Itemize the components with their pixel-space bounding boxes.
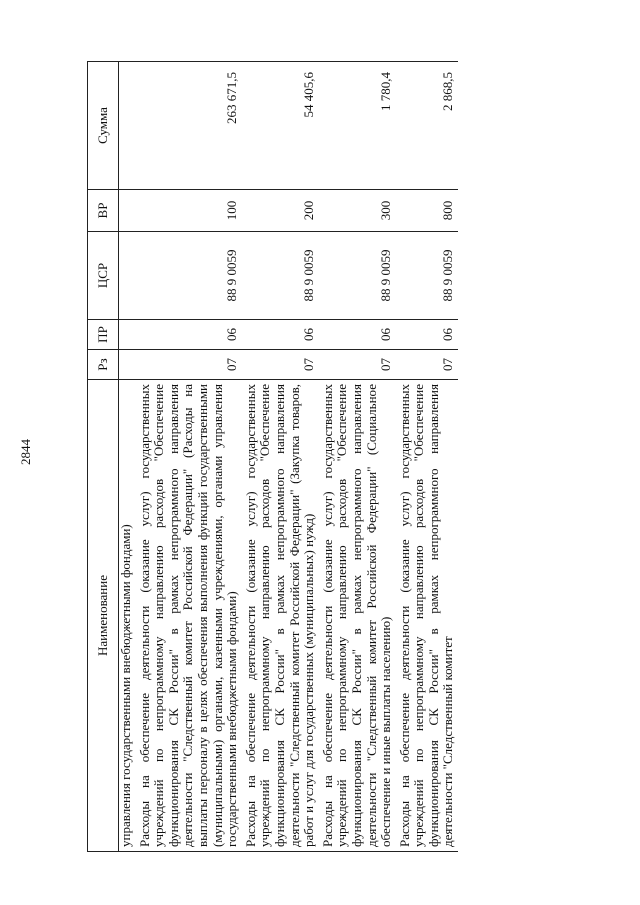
row-rz: 07 [242,350,319,380]
header-pr: ПР [88,320,119,350]
header-row [88,62,119,852]
header-vr: ВР [88,190,119,232]
page-number: 2844 [18,439,33,465]
row-name: Расходы на обеспечение деятельности (оказание услуг) государственных учреждений по непрограммному направлению расходов "Обеспечение функционирования СК России" в рамках непрограммного направления деятельности "Следственный комитет Российской Федерации" (Закупка товаров, работ и услуг для государственных (муниципальных) нужд) [242,380,319,852]
table-row [242,62,319,852]
row-vr: 100 [136,190,242,232]
row-name: Расходы на обеспечение деятельности (оказание услуг) государственных учреждений по непрограммному направлению расходов "Обеспечение функционирования СК России" в рамках непрограммного направления деятельности "Следственный комитет Российской Федерации" (Расходы на выплаты персоналу в целях обеспечения выполнения функций государственными (муниципальными) органами, казенными учреждениями, органами управления государственными внебюджетными фондами) [136,380,242,852]
row-pr: 06 [396,320,458,350]
row-rz: 07 [136,350,242,380]
header-name: Наименование [88,380,119,852]
row-rz: 07 [319,350,396,380]
header-sum: Сумма [88,62,119,190]
table-row [396,62,458,852]
row-pr: 06 [242,320,319,350]
row-pr: 06 [136,320,242,350]
row-pr [119,320,136,350]
row-csr: 88 9 0059 [396,232,458,320]
row-vr [119,190,136,232]
table-row [136,62,242,852]
row-name: Расходы на обеспечение деятельности (оказание услуг) государственных учреждений по непрограммному направлению расходов "Обеспечение функционирования СК России" в рамках непрограммного направления деятельности "Следственный комитет Российской Федерации" (Социальное обеспечение и иные выплаты населению) [319,380,396,852]
table-area [87,62,597,852]
row-vr: 300 [319,190,396,232]
row-sum [119,62,136,190]
row-vr: 800 [396,190,458,232]
row-sum: 1 780,4 [319,62,396,190]
row-csr: 88 9 0059 [242,232,319,320]
row-csr: 88 9 0059 [319,232,396,320]
row-rz: 07 [396,350,458,380]
header-rz: Рз [88,350,119,380]
header-csr: ЦСР [88,232,119,320]
row-sum: 54 405,6 [242,62,319,190]
row-sum: 2 868,5 [396,62,458,190]
budget-table [87,61,458,852]
rotated-table-wrapper [87,62,597,852]
row-pr: 06 [319,320,396,350]
row-rz [119,350,136,380]
table-row [319,62,396,852]
row-vr: 200 [242,190,319,232]
table-row [119,62,136,852]
row-sum: 263 671,5 [136,62,242,190]
row-csr: 88 9 0059 [136,232,242,320]
row-name: Расходы на обеспечение деятельности (оказание услуг) государственных учреждений по непрограммному направлению расходов "Обеспечение функционирования СК России" в рамках непрограммного направления деятельности "Следственный комитет [396,380,458,852]
row-name: управления государственными внебюджетными фондами) [119,380,136,852]
row-csr [119,232,136,320]
